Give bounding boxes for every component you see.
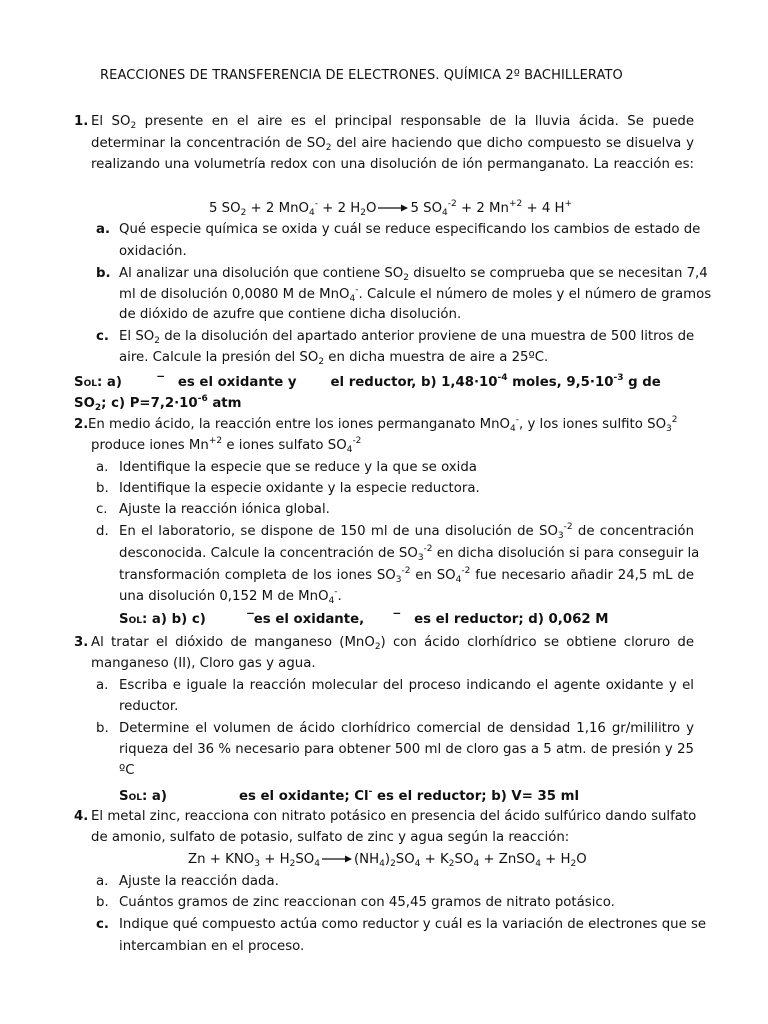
zinc-reaction-equation: $Zn + KNO_3 + H_2SO_4$ $(NH_4)_2SO_4 + K_2SO_4$ + ZnSO$_4$ + $H_2O$ [188, 852, 587, 869]
question-1-line-1: El $SO_2$ presente en el aire es el principal responsable de la lluvia ácida. Se puede [91, 114, 694, 131]
question-1-a-label: a. [96, 222, 111, 237]
reaction-arrow-icon [322, 854, 352, 864]
question-2-d-label: d. [96, 524, 109, 539]
question-4-number: 4. [74, 809, 89, 824]
question-1-number: 1. [74, 114, 89, 129]
question-2-a-text: Identifique la especie que se reduce y la que se oxida [119, 460, 477, 475]
question-2-d-line-3: transformación completa de los iones $SO_3^{-2}$ en $SO_4^{-2}$ fue necesario añadir 24,5 mL de [119, 566, 695, 585]
question-2-solution: Sol: a) b) c) ‾es el oxidante, ‾ es el reductor; d) 0,062 M [119, 612, 609, 627]
question-1-c-line-1: El $SO_2$ de la disolución del apartado anterior proviene de una muestra de 500 litros de [119, 329, 695, 346]
question-2-d-line-1: En el laboratorio, se dispone de 150 ml de una disolución de $SO_3^{-2}$ de concentración [119, 522, 694, 541]
document-title: REACCIONES DE TRANSFERENCIA DE ELECTRONES. QUÍMICA 2º BACHILLERATO [100, 68, 623, 83]
question-4-b-text: Cuántos gramos de zinc reaccionan con 45,45 gramos de nitrato potásico. [119, 895, 615, 910]
question-1-a-line-2: oxidación. [119, 244, 187, 259]
question-1-b-line-2: ml de disolución 0,0080 M de MnO$_4$-. Calcule el número de moles y el número de gramos [119, 285, 712, 304]
question-2-d-line-2: desconocida. Calcule la concentración de $SO_3^{-2}$ en dicha disolución si para conseguir la [119, 544, 700, 563]
question-1-c-label: c. [96, 329, 109, 344]
question-1-b-label: b. [96, 266, 111, 281]
question-1-b-line-1: Al analizar una disolución que contiene $SO_2$ disuelto se comprueba que se necesitan 7,4 [119, 266, 708, 283]
question-4-a-label: a. [96, 874, 109, 889]
question-3-b-line-1: Determine el volumen de ácido clorhídrico comercial de densidad 1,16 gr/mililitro y [119, 721, 694, 736]
question-4-b-label: b. [96, 895, 109, 910]
question-3-line-1: Al tratar el dióxido de manganeso (MnO$_2$) con ácido clorhídrico se obtiene cloruro de [91, 635, 694, 652]
question-4-c-line-1: Indique qué compuesto actúa como reductor y cuál es la variación de electrones que se [119, 917, 707, 932]
question-1-b-line-3: de dióxido de azufre que contiene dicha disolución. [119, 307, 462, 322]
question-4-c-line-2: intercambian en el proceso. [119, 939, 305, 954]
question-3-solution: Sol: a) es el oxidante; Cl- es el reductor; b) V= 35 ml [119, 787, 580, 804]
question-2-line-1: En medio ácido, la reacción entre los iones permanganato MnO$_4$-, y los iones sulfito $SO_3^2$ [88, 415, 678, 434]
question-2-c-label: c. [96, 502, 108, 517]
question-4-line-1: El metal zinc, reacciona con nitrato potásico en presencia del ácido sulfúrico dando sulfato [91, 809, 697, 824]
question-1-line-3: realizando una volumetría redox con una disolución de ión permanganato. La reacción es: [91, 157, 694, 172]
question-2-c-text: Ajuste la reacción iónica global. [119, 502, 330, 517]
question-3-b-line-3: ºC [119, 763, 135, 778]
reaction-arrow-icon [378, 203, 408, 213]
redox-equation: 5 $SO_2 + 2$ MnO$_4$- + 2 $H_2O$ 5 $SO_4^{-2} + 2$ $Mn^{+2} + 4$ H+ [209, 199, 573, 218]
question-4-line-2: de amonio, sulfato de potasio, sulfato de zinc y agua según la reacción: [91, 830, 570, 845]
question-1-solution-line-1: Sol: a) ‾ es el oxidante y el reductor, b) $1,48\cdot 10^{-4}$ moles, $9,5\cdot 10^{-3}$ g de [74, 373, 661, 390]
question-3-number: 3. [74, 635, 89, 650]
question-4-c-label: c. [96, 917, 109, 932]
question-1-solution-line-2: $SO_2$; c) $P=7,2\cdot 10^{-6}$ atm [74, 394, 242, 413]
question-3-a-line-1: Escriba e iguale la reacción molecular del proceso indicando el agente oxidante y el [119, 678, 694, 693]
question-2-number: 2. [74, 417, 89, 432]
question-2-b-label: b. [96, 481, 109, 496]
question-2-b-text: Identifique la especie oxidante y la especie reductora. [119, 481, 480, 496]
question-4-a-text: Ajuste la reacción dada. [119, 874, 279, 889]
question-3-b-line-2: riqueza del 36 % necesario para obtener 500 ml de cloro gas a 5 atm. de presión y 25 [119, 742, 694, 757]
question-1-c-line-2: aire. Calcule la presión del $SO_2$ en dicha muestra de aire a 25ºC. [119, 350, 549, 367]
question-2-a-label: a. [96, 460, 109, 475]
question-3-b-label: b. [96, 721, 109, 736]
question-1-line-2: determinar la concentración de $SO_2$ del aire haciendo que dicho compuesto se disuelva y [91, 136, 694, 153]
question-2-d-line-4: una disolución 0,152 M de MnO$_4$-. [119, 587, 342, 606]
question-1-a-line-1: Qué especie química se oxida y cuál se reduce especificando los cambios de estado de [119, 222, 701, 237]
question-2-line-2: produce iones $Mn^{+2}$ e iones sulfato $SO_4^{-2}$ [91, 436, 362, 455]
question-3-a-label: a. [96, 678, 109, 693]
question-3-line-2: manganeso (II), Cloro gas y agua. [91, 656, 316, 671]
question-3-a-line-2: reductor. [119, 699, 179, 714]
